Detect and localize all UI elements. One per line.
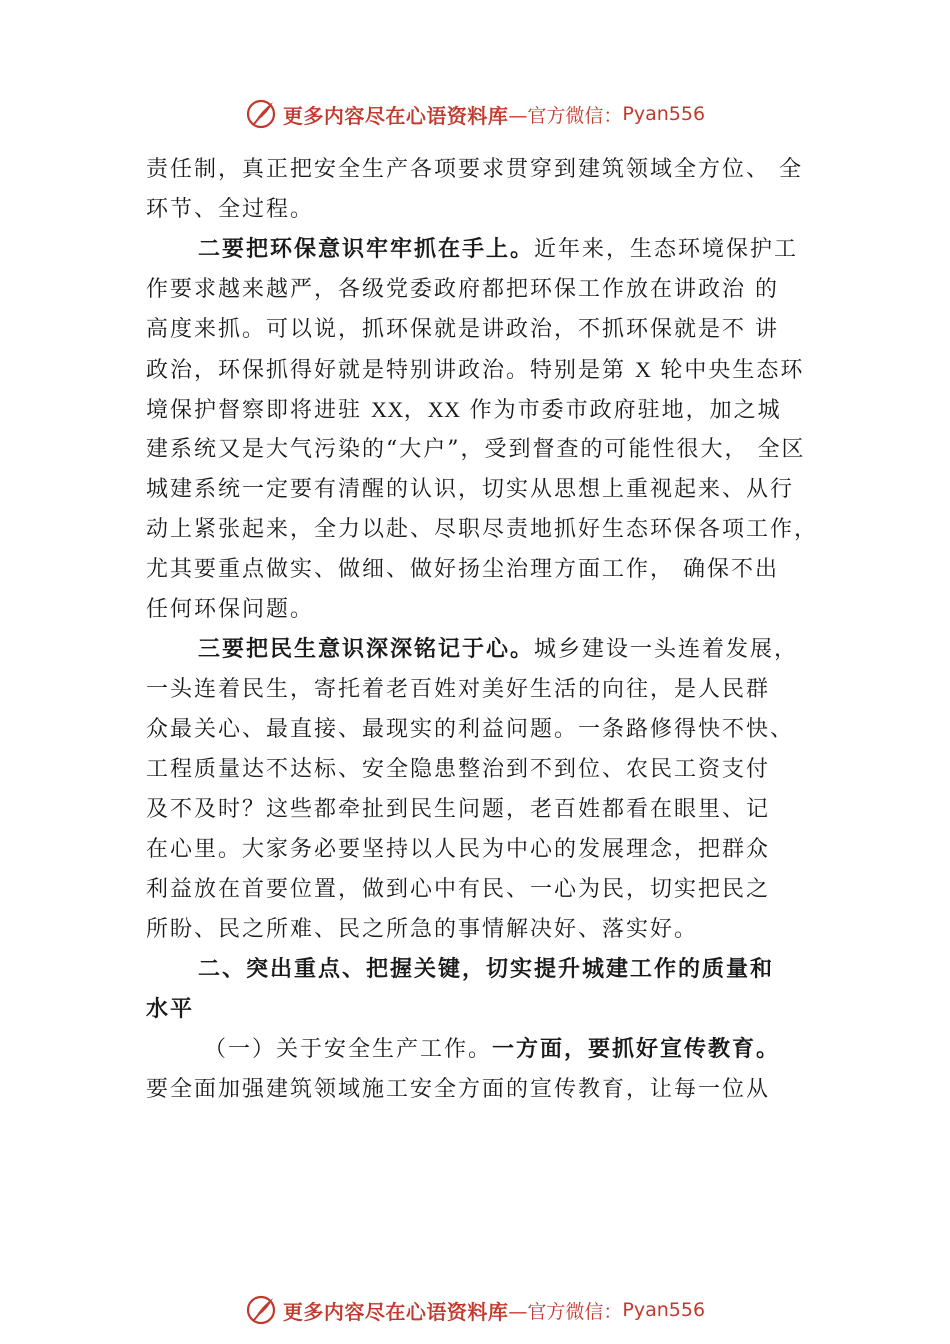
text-line: 作要求越来越严，各级党委政府都把环保工作放在讲政治 的 [146,277,779,302]
placeholder-x: X [635,357,652,382]
text-span: 作为市委市政府驻地，加之城 [460,398,782,423]
text-span: 近年来，生态环境保护工 [534,237,799,262]
text-span: 轮中央生态环 [651,358,805,383]
text-line: 在心里。大家务必要坚持以人民为中心的发展理念，把群众 [146,837,771,862]
text-line [146,390,846,430]
section-heading-cont: 水平 [146,997,195,1022]
text-line: 一头连着民生，寄托着老百姓对美好生活的向往，是人民群 [146,677,771,702]
watermark-main-text: 更多内容尽在心语资料库 [282,103,509,128]
text-line: 任何环保问题。 [146,597,315,622]
text-line: 利益放在首要位置，做到心中有民、一心为民，切实把民之 [146,877,771,902]
text-line: 尤其要重点做实、做细、做好扬尘治理方面工作， 确保不出 [146,557,779,582]
paragraph-lead: 一方面，要抓好宣传教育。 [492,1037,781,1062]
watermark-account-text: Pyan556 [622,1299,706,1321]
text-span: ， [403,398,428,423]
paragraph-lead: 三要把民生意识深深铭记于心。 [198,637,535,662]
paragraph-line [146,230,846,270]
text-line: 责任制，真正把安全生产各项要求贯穿到建筑领域全方位、 全 [146,157,803,182]
text-line: 众最关心、最直接、最现实的利益问题。一条路修得快不快、 [146,717,795,742]
text-line: 及不及时？这些都牵扯到民生问题，老百姓都看在眼里、记 [146,797,771,822]
watermark-dash-text: —官方微信： [508,1300,623,1323]
watermark-dash-text: —官方微信： [508,104,623,127]
paragraph-lead: 二要把环保意识牢牢抓在手上。 [198,237,535,262]
text-line: 要全面加强建筑领域施工安全方面的宣传教育，让每一位从 [146,1077,771,1102]
text-span: 政治，环保抓得好就是特别讲政治。特别是第 [146,358,635,383]
document-body [146,150,846,1110]
watermark-banner-bottom [0,1290,950,1330]
text-line: 高度来抓。可以说，抓环保就是讲政治，不抓环保就是不 讲 [146,317,779,342]
text-line: 所盼、民之所难、民之所急的事情解决好、落实好。 [146,917,699,942]
section-heading: 二、突出重点、把握关键，切实提升城建工作的质量和 [198,957,775,982]
text-line: 建系统又是大气污染的“大户”，受到督查的可能性很大， 全区 [146,437,806,462]
text-line [146,350,846,390]
paragraph-line [146,1030,846,1070]
watermark-main-text: 更多内容尽在心语资料库 [282,1299,509,1324]
placeholder-xx: XX [427,397,461,422]
text-span: 境保护督察即将进驻 [146,398,371,423]
quill-logo-icon [245,1293,279,1327]
text-line: 环节、全过程。 [146,197,315,222]
placeholder-xx: XX [371,397,404,422]
watermark-account-text: Pyan556 [622,103,706,125]
paragraph-line [146,630,846,670]
text-span: 城乡建设一头连着发展， [534,637,799,662]
subsection-title: （一）关于安全生产工作。 [204,1037,493,1062]
text-line: 动上紧张起来，全力以赴、尽职尽责地抓好生态环保各项工作， [146,517,819,542]
text-line: 城建系统一定要有清醒的认识，切实从思想上重视起来、从行 [146,477,795,502]
quill-logo-icon [245,97,279,131]
watermark-banner-top [0,94,950,134]
text-line: 工程质量达不达标、安全隐患整治到不到位、农民工资支付 [146,757,771,782]
